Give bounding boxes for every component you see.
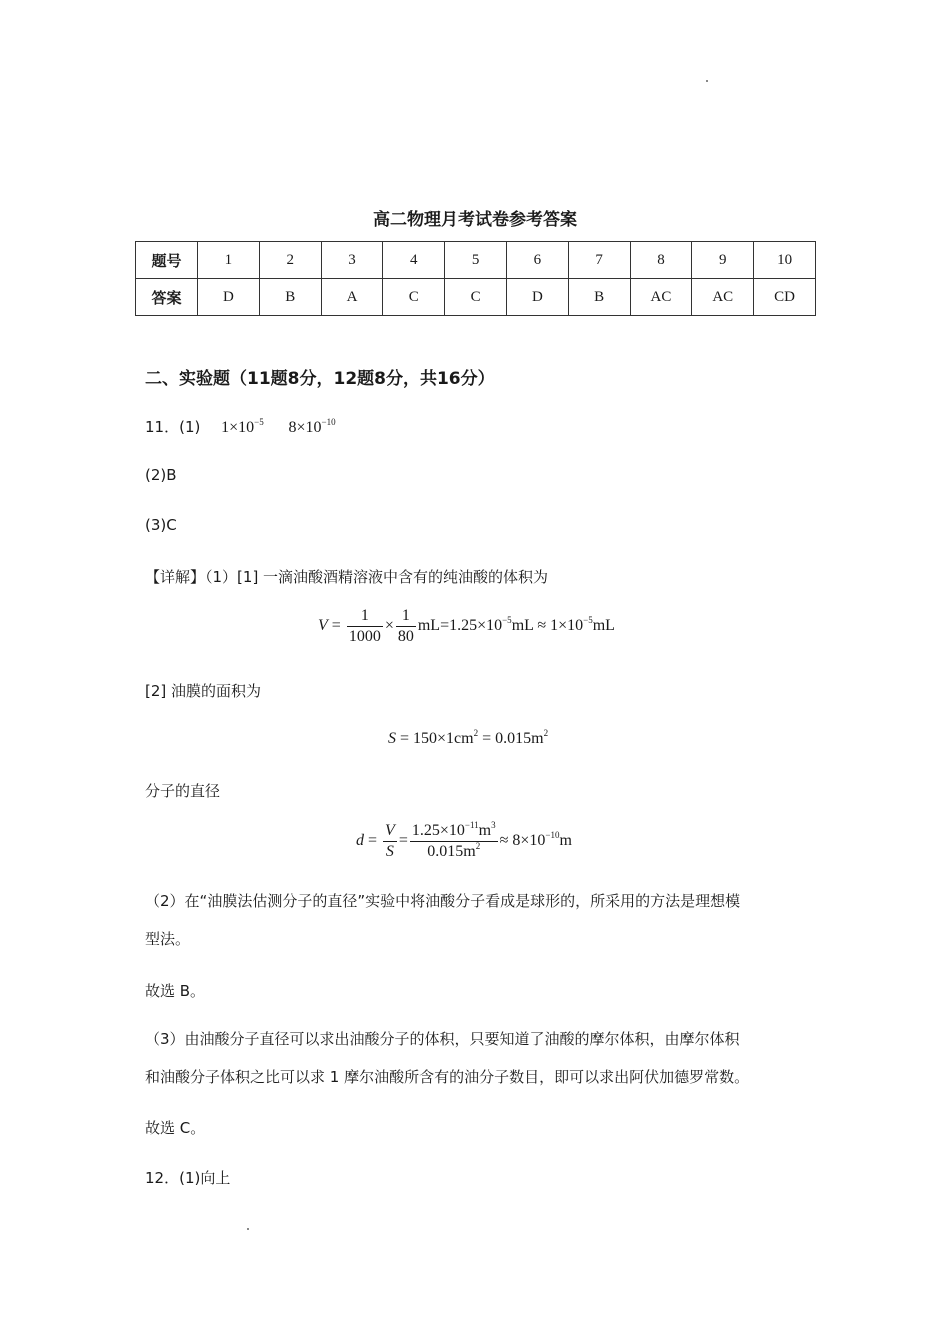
table-cell: 4 [383, 242, 445, 279]
fraction: $\frac{1}{80}$ [397, 607, 414, 645]
q11-answer-2: $8\times 10^{-10}$ [288, 417, 336, 436]
table-row-answers [136, 279, 816, 316]
q12-answer: 12．(1)向上 [145, 1169, 231, 1187]
q11-answer-1: $1\times 10^{-5}$ [221, 417, 264, 436]
table-header-number: 题号 [136, 242, 198, 279]
page-mark [706, 80, 708, 82]
equation-area: $S = 150\times 1cm^2 = 0.015m^2$ [388, 728, 549, 747]
detail-intro: 【详解】（1）[1] 一滴油酸酒精溶液中含有的纯油酸的体积为 [145, 568, 549, 586]
q11-label: 11．(1) [145, 418, 201, 436]
fraction: $\frac{1.25\times 10^{-11}m^3}{0.015m^2}$ [411, 820, 496, 860]
table-cell: 10 [754, 242, 816, 279]
table-cell: 2 [259, 242, 321, 279]
q11-part3: (3)C [145, 516, 177, 534]
table-cell: 7 [568, 242, 630, 279]
diameter-intro: 分子的直径 [145, 782, 221, 800]
choice-b: 故选 B。 [145, 982, 206, 1000]
table-row-numbers [136, 242, 816, 279]
page-mark [247, 1228, 249, 1230]
area-intro: [2] 油膜的面积为 [145, 682, 262, 700]
equation-diameter: d = $\frac{V}{S}$ = $\frac{1.25\times 10^{-11}m^3}{0.015m^2}$ ≈ $8\times 10^{-10}m$ [356, 820, 572, 860]
table-cell: 8 [630, 242, 692, 279]
table-cell: 1 [198, 242, 260, 279]
table-cell: 5 [445, 242, 507, 279]
table-cell: D [506, 279, 568, 316]
page-title: 高二物理月考试卷参考答案 [373, 210, 577, 230]
fraction: $\frac{V}{S}$ [385, 822, 395, 860]
table-cell: 3 [321, 242, 383, 279]
table-cell: C [445, 279, 507, 316]
fraction: $\frac{1}{1000}$ [348, 607, 381, 645]
table-cell: CD [754, 279, 816, 316]
section-heading: 二、实验题（11题8分，12题8分，共16分） [145, 369, 495, 389]
table-cell: AC [630, 279, 692, 316]
answer-table [135, 241, 816, 316]
choice-c: 故选 C。 [145, 1119, 206, 1137]
table-cell: D [198, 279, 260, 316]
table-cell: C [383, 279, 445, 316]
q11-answer-line [145, 416, 336, 437]
explanation-part3: （3）由油酸分子直径可以求出油酸分子的体积，只要知道了油酸的摩尔体积，由摩尔体积 和油酸分子体积之比可以求 1 摩尔油酸所含有的油分子数目，即可以求出阿伏加德罗常数。 [145, 1030, 750, 1086]
equation-volume: V = $\frac{1}{1000}$ × $\frac{1}{80}$ $mL=1.25\times 10^{-5}mL \approx 1\times 10^{-5}mL$ [318, 607, 615, 645]
table-cell: A [321, 279, 383, 316]
table-header-answer: 答案 [136, 279, 198, 316]
table-cell: 9 [692, 242, 754, 279]
q11-part2: (2)B [145, 466, 177, 484]
table-cell: AC [692, 279, 754, 316]
explanation-part2: （2）在“油膜法估测分子的直径”实验中将油酸分子看成是球形的，所采用的方法是理想模 型法。 [145, 892, 741, 948]
table-cell: B [259, 279, 321, 316]
table-cell: 6 [506, 242, 568, 279]
table-cell: B [568, 279, 630, 316]
